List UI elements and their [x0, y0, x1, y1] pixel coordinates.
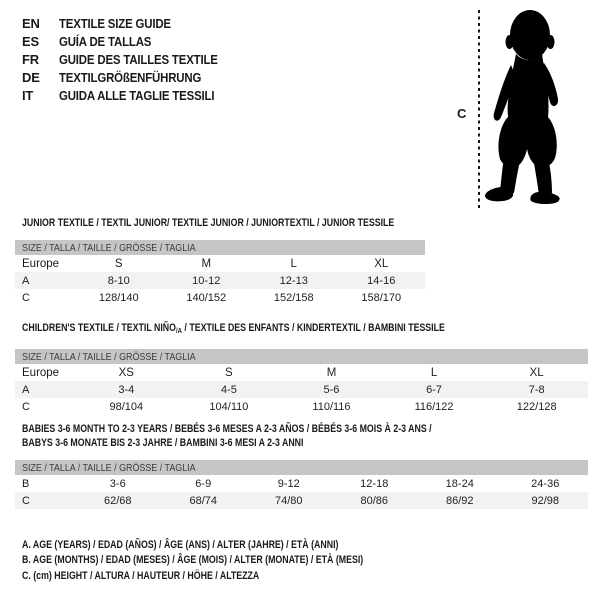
size-header-row — [15, 460, 588, 475]
table-cell: 6-7 — [383, 381, 486, 398]
size-header: SIZE / TALLA / TAILLE / GRÖSSE / TAGLIA — [15, 460, 588, 475]
measure-label-c: C — [457, 106, 467, 121]
column-header-row — [15, 364, 588, 381]
language-code: IT — [22, 88, 34, 103]
table-row-c — [15, 398, 588, 415]
table-cell: 7-8 — [485, 381, 588, 398]
row-label: B — [22, 477, 30, 490]
language-list — [22, 15, 239, 105]
language-row — [22, 87, 239, 105]
table-row-a — [15, 381, 588, 398]
table-cell: 152/158 — [273, 291, 314, 304]
table-row-c — [15, 492, 588, 509]
language-row — [22, 51, 239, 69]
table-cell: 158/170 — [361, 291, 402, 304]
language-code: EN — [22, 16, 40, 31]
language-label: GUIDA ALLE TAGLIE TESSILI — [59, 88, 215, 103]
table-cell: 18-24 — [445, 477, 474, 490]
table-cell: 98/104 — [109, 400, 144, 413]
table-cell: 104/110 — [209, 400, 249, 413]
language-code: ES — [22, 34, 39, 49]
table-cell: 12-13 — [250, 272, 338, 289]
junior-table-title: JUNIOR TEXTILE / TEXTIL JUNIOR/ TEXTILE JUNIOR / JUNIORTEXTIL / JUNIOR TESSILE — [22, 217, 395, 229]
footnotes — [22, 538, 449, 584]
junior-table-section — [15, 216, 425, 306]
children-table-section — [15, 321, 588, 415]
table-cell: 9-12 — [277, 477, 300, 490]
column-header: S — [225, 366, 233, 379]
babies-table — [15, 460, 588, 509]
row-label: C — [22, 400, 30, 413]
column-header: XS — [118, 366, 134, 379]
column-header: M — [326, 366, 337, 379]
row-label: C — [22, 291, 30, 304]
language-label: GUÍA DE TALLAS — [59, 34, 152, 49]
babies-table-title-line2: BABYS 3-6 MONATE BIS 2-3 JAHRE / BAMBINI 3-6 MESI A 2-3 ANNI — [22, 437, 304, 449]
column-header: XL — [529, 366, 544, 379]
table-row-c — [15, 289, 425, 306]
column-header: Europe — [22, 257, 60, 270]
language-label: GUIDE DES TAILLES TEXTILE — [59, 52, 218, 67]
junior-table — [15, 240, 425, 306]
language-label: TEXTILE SIZE GUIDE — [59, 16, 171, 31]
column-header: XL — [374, 257, 389, 270]
language-row — [22, 69, 239, 87]
table-cell: 68/74 — [161, 492, 247, 509]
babies-table-section — [15, 422, 588, 509]
table-row-b — [15, 475, 588, 492]
table-cell: 110/116 — [312, 400, 351, 413]
column-header: M — [201, 257, 212, 270]
table-cell: 6-9 — [195, 477, 212, 490]
language-label: TEXTILGRÖßENFÜHRUNG — [59, 70, 202, 85]
column-header: L — [430, 366, 438, 379]
footnote-c: C. (cm) HEIGHT / ALTURA / HAUTEUR / HÖHE / ALTEZZA — [22, 569, 260, 582]
table-cell: 3-6 — [109, 477, 126, 490]
language-code: DE — [22, 70, 40, 85]
language-code: FR — [22, 52, 39, 67]
table-cell: 3-4 — [75, 381, 178, 398]
footnote-b: B. AGE (MONTHS) / EDAD (MESES) / ÂGE (MOIS) / ALTER (MONATE) / ETÀ (MESI) — [22, 554, 364, 567]
table-cell: 80/86 — [332, 492, 418, 509]
babies-table-title-line1: BABIES 3-6 MONTH TO 2-3 YEARS / BEBÉS 3-6 MESES A 2-3 AÑOS / BÉBÉS 3-6 MOIS À 2-3 ANS / — [22, 423, 432, 435]
height-measure-dashed-line — [478, 10, 480, 208]
column-header: Europe — [22, 366, 60, 379]
language-row — [22, 15, 239, 33]
table-cell: 92/98 — [503, 492, 589, 509]
table-cell: 86/92 — [417, 492, 503, 509]
size-header: SIZE / TALLA / TAILLE / GRÖSSE / TAGLIA — [15, 240, 425, 255]
children-table-title: CHILDREN'S TEXTILE / TEXTIL NIÑO/A / TEXTILE DES ENFANTS / KINDERTEXTIL / BAMBINI TESSILE — [22, 322, 445, 335]
table-cell: 14-16 — [338, 272, 426, 289]
table-cell: 74/80 — [246, 492, 332, 509]
table-cell: 116/122 — [414, 400, 454, 413]
table-cell: 10-12 — [163, 272, 251, 289]
table-cell: 128/140 — [98, 291, 139, 304]
language-row — [22, 33, 239, 51]
table-cell: 4-5 — [178, 381, 281, 398]
footnote-a: A. AGE (YEARS) / EDAD (AÑOS) / ÂGE (ANS) / ALTER (JAHRE) / ETÀ (ANNI) — [22, 539, 339, 551]
table-row-a — [15, 272, 425, 289]
table-cell: 5-6 — [280, 381, 383, 398]
table-cell: 122/128 — [516, 400, 557, 413]
column-header: L — [290, 257, 297, 270]
children-table — [15, 349, 588, 415]
table-cell: 62/68 — [75, 492, 161, 509]
row-label: A — [15, 381, 75, 398]
row-label: C — [15, 492, 75, 509]
title-subscript: /A — [175, 326, 182, 335]
table-cell: 140/152 — [186, 291, 227, 304]
column-header-row — [15, 255, 425, 272]
row-label: A — [15, 272, 75, 289]
table-cell: 24-36 — [531, 477, 560, 490]
table-cell: 8-10 — [75, 272, 163, 289]
column-header: S — [114, 257, 123, 270]
baby-silhouette-icon — [481, 7, 573, 207]
size-header-row — [15, 349, 588, 364]
table-cell: 12-18 — [360, 477, 389, 490]
size-header-row — [15, 240, 425, 255]
size-header: SIZE / TALLA / TAILLE / GRÖSSE / TAGLIA — [15, 349, 588, 364]
